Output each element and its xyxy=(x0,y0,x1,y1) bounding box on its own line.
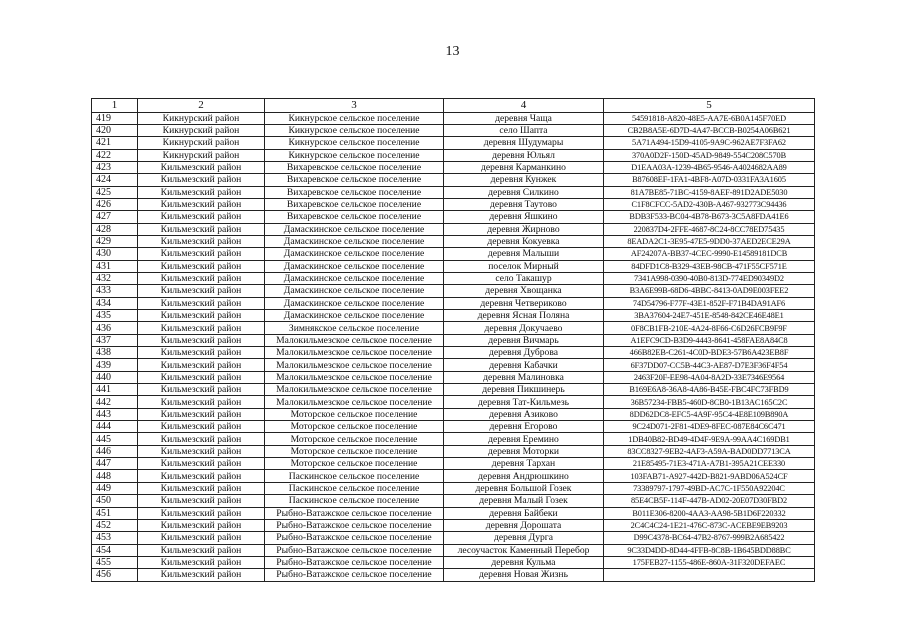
guid-code: B3A6E99B-68D6-4BBC-8413-0AD9E003FEE2 xyxy=(604,285,815,297)
table-row xyxy=(92,149,815,161)
guid-code: 8DD62DC8-EFC5-4A9F-95C4-4E8E109B890A xyxy=(604,408,815,420)
table-row xyxy=(92,408,815,420)
district-name: Кильмезский район xyxy=(138,285,265,297)
locality-name: деревня Силкино xyxy=(444,186,604,198)
settlement-name: Моторское сельское поселение xyxy=(265,445,444,457)
guid-code: 5A71A494-15D9-4105-9A9C-962AE7F3FA62 xyxy=(604,137,815,149)
district-name: Кильмезский район xyxy=(138,174,265,186)
locality-name: деревня Кульма xyxy=(444,556,604,568)
locality-name: деревня Таутово xyxy=(444,198,604,210)
locality-name: деревня Жирново xyxy=(444,223,604,235)
header-row xyxy=(92,99,815,113)
guid-code: 2C4C4C24-1E21-476C-873C-ACEBE9EB9203 xyxy=(604,519,815,531)
locality-name: деревня Тат-Кильмезь xyxy=(444,396,604,408)
guid-code xyxy=(604,569,815,581)
district-name: Кильмезский район xyxy=(138,519,265,531)
guid-code: 2463F20F-EE98-4A04-8A2D-33E7346E9564 xyxy=(604,371,815,383)
row-number: 455 xyxy=(92,556,138,568)
column-header: 2 xyxy=(138,99,265,113)
district-name: Кильмезский район xyxy=(138,235,265,247)
locality-name: деревня Дуброва xyxy=(444,347,604,359)
district-name: Кильмезский район xyxy=(138,421,265,433)
guid-code: 85E4CB5F-114F-447B-AD02-20E07D30FBD2 xyxy=(604,495,815,507)
settlement-name: Зимнякское сельское поселение xyxy=(265,322,444,334)
row-number: 421 xyxy=(92,137,138,149)
table-row xyxy=(92,458,815,470)
locality-name: деревня Четвериково xyxy=(444,297,604,309)
district-name: Кильмезский район xyxy=(138,322,265,334)
guid-code: 0F8CB1FB-210E-4A24-8F66-C6D26FCB9F9F xyxy=(604,322,815,334)
settlement-name: Кикнурское сельское поселение xyxy=(265,149,444,161)
row-number: 447 xyxy=(92,458,138,470)
district-name: Кильмезский район xyxy=(138,310,265,322)
table-row xyxy=(92,235,815,247)
guid-code: 3BA37604-24E7-451E-8548-842CE46E48E1 xyxy=(604,310,815,322)
locality-name: деревня Карманкино xyxy=(444,161,604,173)
locality-name: деревня Малыши xyxy=(444,248,604,260)
row-number: 441 xyxy=(92,384,138,396)
row-number: 422 xyxy=(92,149,138,161)
locality-name: деревня Вичмарь xyxy=(444,334,604,346)
guid-code: 81A7BE85-71BC-4159-8AEF-891D2ADE5030 xyxy=(604,186,815,198)
table-row xyxy=(92,310,815,322)
guid-code: 7341A998-0390-40B0-813D-774ED90349D2 xyxy=(604,272,815,284)
row-number: 445 xyxy=(92,433,138,445)
row-number: 449 xyxy=(92,482,138,494)
settlement-name: Малокильмезское сельское поселение xyxy=(265,359,444,371)
row-number: 429 xyxy=(92,235,138,247)
guid-code: B87608EF-1FA1-4BF8-A07D-0331FA3A1605 xyxy=(604,174,815,186)
settlement-name: Дамаскинское сельское поселение xyxy=(265,272,444,284)
settlement-name: Дамаскинское сельское поселение xyxy=(265,223,444,235)
guid-code: 9C24D071-2F81-4DE9-8FEC-087E84C6C471 xyxy=(604,421,815,433)
settlement-name: Рыбно-Ватажское сельское поселение xyxy=(265,556,444,568)
settlement-name: Малокильмезское сельское поселение xyxy=(265,347,444,359)
table-row xyxy=(92,569,815,581)
table-row xyxy=(92,433,815,445)
locality-name: село Такашур xyxy=(444,272,604,284)
locality-name: деревня Малый Гозек xyxy=(444,495,604,507)
table-row xyxy=(92,495,815,507)
table-row xyxy=(92,396,815,408)
table-row xyxy=(92,124,815,136)
table-row xyxy=(92,359,815,371)
guid-code: 21E85495-71E3-471A-A7B1-395A21CEE330 xyxy=(604,458,815,470)
guid-code: 83CC8327-9EB2-4AF3-A59A-BAD0DD7713CA xyxy=(604,445,815,457)
row-number: 437 xyxy=(92,334,138,346)
locality-name: деревня Егорово xyxy=(444,421,604,433)
settlement-name: Кикнурское сельское поселение xyxy=(265,112,444,124)
settlement-name: Вихаревское сельское поселение xyxy=(265,211,444,223)
district-name: Кикнурский район xyxy=(138,124,265,136)
table-row xyxy=(92,297,815,309)
row-number: 428 xyxy=(92,223,138,235)
district-name: Кильмезский район xyxy=(138,334,265,346)
locality-name: деревня Большой Гозек xyxy=(444,482,604,494)
guid-code: 54591818-A820-48E5-AA7E-6B0A145F70ED xyxy=(604,112,815,124)
settlement-name: Моторское сельское поселение xyxy=(265,421,444,433)
row-number: 420 xyxy=(92,124,138,136)
table-row xyxy=(92,285,815,297)
district-name: Кильмезский район xyxy=(138,408,265,420)
district-name: Кильмезский район xyxy=(138,186,265,198)
locality-name: деревня Пикшинерь xyxy=(444,384,604,396)
guid-code: AF24207A-BB37-4CEC-9990-E14589181DCB xyxy=(604,248,815,260)
settlement-name: Паскинское сельское поселение xyxy=(265,470,444,482)
district-name: Кильмезский район xyxy=(138,371,265,383)
district-name: Кильмезский район xyxy=(138,507,265,519)
row-number: 453 xyxy=(92,532,138,544)
table-row xyxy=(92,544,815,556)
row-number: 430 xyxy=(92,248,138,260)
guid-code: B169E6A8-36A8-4A86-B45E-FBC4FC73FBD9 xyxy=(604,384,815,396)
locality-name: деревня Моторки xyxy=(444,445,604,457)
table-row xyxy=(92,384,815,396)
locality-name: деревня Чаща xyxy=(444,112,604,124)
guid-code: 36B57234-FBB5-460D-8CB0-1B13AC165C2C xyxy=(604,396,815,408)
locality-name: деревня Еремино xyxy=(444,433,604,445)
guid-code: 175FEB27-1155-486E-860A-31F320DEFAEC xyxy=(604,556,815,568)
settlement-name: Кикнурское сельское поселение xyxy=(265,137,444,149)
table-row xyxy=(92,371,815,383)
guid-code: CB2B8A5E-6D7D-4A47-BCCB-B0254A06B621 xyxy=(604,124,815,136)
guid-code: 84DFD1C8-B329-43EB-98CB-471F55CF571E xyxy=(604,260,815,272)
guid-code: D99C4378-BC64-47B2-8767-999B2A685422 xyxy=(604,532,815,544)
district-name: Кильмезский район xyxy=(138,495,265,507)
guid-code: 466B82EB-C261-4C0D-BDE3-57B6A423EB8F xyxy=(604,347,815,359)
locality-name: деревня Байбеки xyxy=(444,507,604,519)
row-number: 442 xyxy=(92,396,138,408)
row-number: 423 xyxy=(92,161,138,173)
table-row xyxy=(92,421,815,433)
row-number: 419 xyxy=(92,112,138,124)
row-number: 456 xyxy=(92,569,138,581)
row-number: 424 xyxy=(92,174,138,186)
table-row xyxy=(92,347,815,359)
settlement-name: Вихаревское сельское поселение xyxy=(265,186,444,198)
guid-code: 220837D4-2FFE-4687-8C24-8CC78ED75435 xyxy=(604,223,815,235)
district-name: Кильмезский район xyxy=(138,297,265,309)
settlement-name: Дамаскинское сельское поселение xyxy=(265,235,444,247)
locality-name: деревня Дорошата xyxy=(444,519,604,531)
guid-code: B011E306-8200-4AA3-AA98-5B1D6F220332 xyxy=(604,507,815,519)
row-number: 439 xyxy=(92,359,138,371)
table-row xyxy=(92,334,815,346)
settlement-name: Рыбно-Ватажское сельское поселение xyxy=(265,532,444,544)
guid-code: 103FAB71-A927-442D-B821-9ABD06A524CF xyxy=(604,470,815,482)
guid-code: 6F37DD07-CC5B-44C3-AE87-D7E3F36F4F54 xyxy=(604,359,815,371)
table-row xyxy=(92,445,815,457)
settlement-name: Дамаскинское сельское поселение xyxy=(265,297,444,309)
locality-name: деревня Тархан xyxy=(444,458,604,470)
district-name: Кильмезский район xyxy=(138,396,265,408)
district-name: Кильмезский район xyxy=(138,211,265,223)
column-header: 5 xyxy=(604,99,815,113)
row-number: 431 xyxy=(92,260,138,272)
row-number: 425 xyxy=(92,186,138,198)
settlement-name: Рыбно-Ватажское сельское поселение xyxy=(265,544,444,556)
settlement-name: Вихаревское сельское поселение xyxy=(265,174,444,186)
guid-code: A1EFC9CD-B3D9-4443-8641-458FAE8A84C8 xyxy=(604,334,815,346)
district-name: Кильмезский район xyxy=(138,272,265,284)
settlement-name: Дамаскинское сельское поселение xyxy=(265,260,444,272)
table-row xyxy=(92,470,815,482)
guid-code: C1F8CFCC-5AD2-430B-A467-932773C94436 xyxy=(604,198,815,210)
district-name: Кильмезский район xyxy=(138,223,265,235)
district-name: Кильмезский район xyxy=(138,161,265,173)
settlement-name: Дамаскинское сельское поселение xyxy=(265,285,444,297)
row-number: 427 xyxy=(92,211,138,223)
settlement-name: Малокильмезское сельское поселение xyxy=(265,396,444,408)
locality-name: деревня Кабачки xyxy=(444,359,604,371)
locality-name: деревня Юльял xyxy=(444,149,604,161)
district-name: Кикнурский район xyxy=(138,149,265,161)
settlement-name: Рыбно-Ватажское сельское поселение xyxy=(265,569,444,581)
settlement-name: Дамаскинское сельское поселение xyxy=(265,248,444,260)
district-name: Кильмезский район xyxy=(138,470,265,482)
row-number: 426 xyxy=(92,198,138,210)
page-number: 13 xyxy=(445,44,460,59)
table-row xyxy=(92,507,815,519)
district-name: Кильмезский район xyxy=(138,198,265,210)
table-row xyxy=(92,272,815,284)
guid-code: 8EADA2C1-3E95-47E5-9DD0-37AED2ECE29A xyxy=(604,235,815,247)
district-name: Кильмезский район xyxy=(138,544,265,556)
district-name: Кильмезский район xyxy=(138,433,265,445)
district-name: Кикнурский район xyxy=(138,112,265,124)
row-number: 435 xyxy=(92,310,138,322)
column-header: 4 xyxy=(444,99,604,113)
table-row xyxy=(92,137,815,149)
district-name: Кильмезский район xyxy=(138,532,265,544)
table-row xyxy=(92,161,815,173)
row-number: 434 xyxy=(92,297,138,309)
locality-name: деревня Хвощанка xyxy=(444,285,604,297)
table-row xyxy=(92,248,815,260)
locality-name: деревня Кунжек xyxy=(444,174,604,186)
settlement-name: Малокильмезское сельское поселение xyxy=(265,334,444,346)
row-number: 444 xyxy=(92,421,138,433)
settlement-name: Моторское сельское поселение xyxy=(265,458,444,470)
table-row xyxy=(92,532,815,544)
guid-code: 74D54796-F77F-43E1-852F-F71B4DA91AF6 xyxy=(604,297,815,309)
settlement-name: Рыбно-Ватажское сельское поселение xyxy=(265,519,444,531)
locality-name: деревня Дурга xyxy=(444,532,604,544)
row-number: 448 xyxy=(92,470,138,482)
guid-code: 1DB40B82-BD49-4D4F-9E9A-99AA4C169DB1 xyxy=(604,433,815,445)
settlement-name: Паскинское сельское поселение xyxy=(265,495,444,507)
locality-name: село Шапта xyxy=(444,124,604,136)
table-row xyxy=(92,322,815,334)
guid-code: D1EAA03A-1239-4B65-9546-A4024682AA89 xyxy=(604,161,815,173)
settlement-name: Вихаревское сельское поселение xyxy=(265,161,444,173)
locality-name: деревня Азиково xyxy=(444,408,604,420)
settlements-table xyxy=(91,98,815,582)
table-row xyxy=(92,556,815,568)
locality-name: лесоучасток Каменный Перебор xyxy=(444,544,604,556)
locality-name: деревня Новая Жизнь xyxy=(444,569,604,581)
row-number: 452 xyxy=(92,519,138,531)
district-name: Кильмезский район xyxy=(138,569,265,581)
table-row xyxy=(92,519,815,531)
row-number: 451 xyxy=(92,507,138,519)
row-number: 433 xyxy=(92,285,138,297)
district-name: Кильмезский район xyxy=(138,347,265,359)
settlement-name: Кикнурское сельское поселение xyxy=(265,124,444,136)
row-number: 450 xyxy=(92,495,138,507)
row-number: 454 xyxy=(92,544,138,556)
guid-code: BDB3F533-BC04-4B78-B673-3C5A8FDA41E6 xyxy=(604,211,815,223)
settlement-name: Вихаревское сельское поселение xyxy=(265,198,444,210)
district-name: Кильмезский район xyxy=(138,384,265,396)
table-row xyxy=(92,186,815,198)
row-number: 440 xyxy=(92,371,138,383)
row-number: 443 xyxy=(92,408,138,420)
column-header: 3 xyxy=(265,99,444,113)
settlement-name: Моторское сельское поселение xyxy=(265,433,444,445)
table-row xyxy=(92,198,815,210)
district-name: Кильмезский район xyxy=(138,359,265,371)
table-row xyxy=(92,482,815,494)
locality-name: деревня Андрюшкино xyxy=(444,470,604,482)
locality-name: деревня Малиновка xyxy=(444,371,604,383)
table-row xyxy=(92,174,815,186)
district-name: Кильмезский район xyxy=(138,248,265,260)
district-name: Кильмезский район xyxy=(138,458,265,470)
guid-code: 9C33D4DD-8D44-4FFB-8C8B-1B645BDD88BC xyxy=(604,544,815,556)
settlement-name: Малокильмезское сельское поселение xyxy=(265,384,444,396)
settlement-name: Паскинское сельское поселение xyxy=(265,482,444,494)
locality-name: деревня Шудумары xyxy=(444,137,604,149)
table-body xyxy=(92,112,815,581)
settlement-name: Дамаскинское сельское поселение xyxy=(265,310,444,322)
district-name: Кильмезский район xyxy=(138,556,265,568)
settlements-table-wrapper xyxy=(91,98,815,582)
column-header: 1 xyxy=(92,99,138,113)
settlement-name: Рыбно-Ватажское сельское поселение xyxy=(265,507,444,519)
locality-name: деревня Докучаево xyxy=(444,322,604,334)
guid-code: 73389797-1797-49BD-AC7C-1F550A92204C xyxy=(604,482,815,494)
locality-name: деревня Яшкино xyxy=(444,211,604,223)
settlement-name: Моторское сельское поселение xyxy=(265,408,444,420)
district-name: Кильмезский район xyxy=(138,445,265,457)
table-row xyxy=(92,223,815,235)
guid-code: 370A0D2F-150D-45AD-9849-554C208C570B xyxy=(604,149,815,161)
locality-name: деревня Кокуевка xyxy=(444,235,604,247)
table-row xyxy=(92,211,815,223)
district-name: Кикнурский район xyxy=(138,137,265,149)
row-number: 446 xyxy=(92,445,138,457)
table-row xyxy=(92,260,815,272)
locality-name: поселок Мирный xyxy=(444,260,604,272)
district-name: Кильмезский район xyxy=(138,482,265,494)
settlement-name: Малокильмезское сельское поселение xyxy=(265,371,444,383)
row-number: 438 xyxy=(92,347,138,359)
table-row xyxy=(92,112,815,124)
row-number: 436 xyxy=(92,322,138,334)
row-number: 432 xyxy=(92,272,138,284)
locality-name: деревня Ясная Поляна xyxy=(444,310,604,322)
district-name: Кильмезский район xyxy=(138,260,265,272)
